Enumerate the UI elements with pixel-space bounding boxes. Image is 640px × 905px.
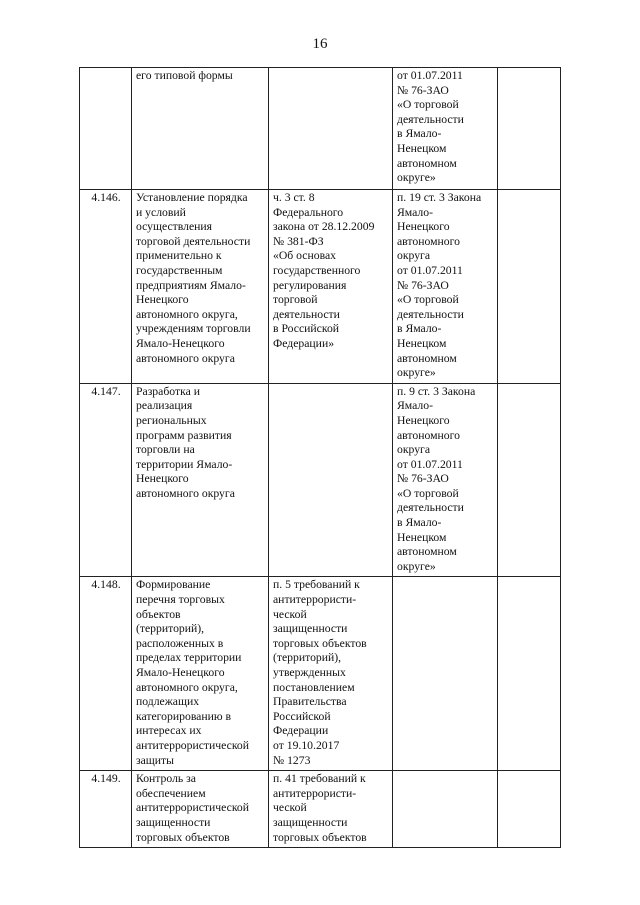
federal-basis-cell: п. 5 требований к антитеррористи- ческой защищенности торговых объектов (территорий), утвержденных постановлением Правительства Российской Федерации от 19.10.2017 № 1273 bbox=[269, 577, 393, 771]
regional-basis-cell: от 01.07.2011 № 76-ЗАО «О торговой деятельности в Ямало- Ненецком автономном округе» bbox=[393, 68, 498, 190]
row-number-cell: 4.147. bbox=[80, 383, 132, 577]
row-number-cell: 4.146. bbox=[80, 190, 132, 384]
authority-name-cell: его типовой формы bbox=[132, 68, 269, 190]
table-row bbox=[80, 577, 561, 771]
federal-basis-cell bbox=[269, 383, 393, 577]
regional-basis-cell bbox=[393, 577, 498, 771]
authority-name-cell: Формирование перечня торговых объектов (территорий), расположенных в пределах территории Ямало-Ненецкого автономного округа, подлежащих категорированию в интересах их антитеррористической защиты bbox=[132, 577, 269, 771]
row-number-cell: 4.149. bbox=[80, 771, 132, 848]
federal-basis-cell bbox=[269, 68, 393, 190]
authority-table bbox=[79, 67, 561, 848]
authority-name-cell: Контроль за обеспечением антитеррористической защищенности торговых объектов bbox=[132, 771, 269, 848]
regional-basis-cell: п. 9 ст. 3 Закона Ямало- Ненецкого автономного округа от 01.07.2011 № 76-ЗАО «О торговой деятельности в Ямало- Ненецком автономном округе» bbox=[393, 383, 498, 577]
authority-name-cell: Разработка и реализация региональных программ развития торговли на территории Ямало- Ненецкого автономного округа bbox=[132, 383, 269, 577]
row-number-cell: 4.148. bbox=[80, 577, 132, 771]
regional-basis-cell bbox=[393, 771, 498, 848]
note-cell bbox=[498, 577, 561, 771]
federal-basis-cell: ч. 3 ст. 8 Федерального закона от 28.12.2009 № 381-ФЗ «Об основах государственного регулирования торговой деятельности в Российской Федерации» bbox=[269, 190, 393, 384]
note-cell bbox=[498, 771, 561, 848]
table-row bbox=[80, 771, 561, 848]
note-cell bbox=[498, 190, 561, 384]
note-cell bbox=[498, 383, 561, 577]
page-number: 16 bbox=[312, 36, 328, 52]
federal-basis-cell: п. 41 требований к антитеррористи- ческой защищенности торговых объектов bbox=[269, 771, 393, 848]
note-cell bbox=[498, 68, 561, 190]
regional-basis-cell: п. 19 ст. 3 Закона Ямало- Ненецкого автономного округа от 01.07.2011 № 76-ЗАО «О торговой деятельности в Ямало- Ненецком автономном округе» bbox=[393, 190, 498, 384]
table-row bbox=[80, 383, 561, 577]
table-row bbox=[80, 68, 561, 190]
authority-name-cell: Установление порядка и условий осуществления торговой деятельности применительно к государственным предприятиям Ямало- Ненецкого автономного округа, учреждениям торговли Ямало-Ненецкого автономного округа bbox=[132, 190, 269, 384]
table-row bbox=[80, 190, 561, 384]
row-number-cell bbox=[80, 68, 132, 190]
